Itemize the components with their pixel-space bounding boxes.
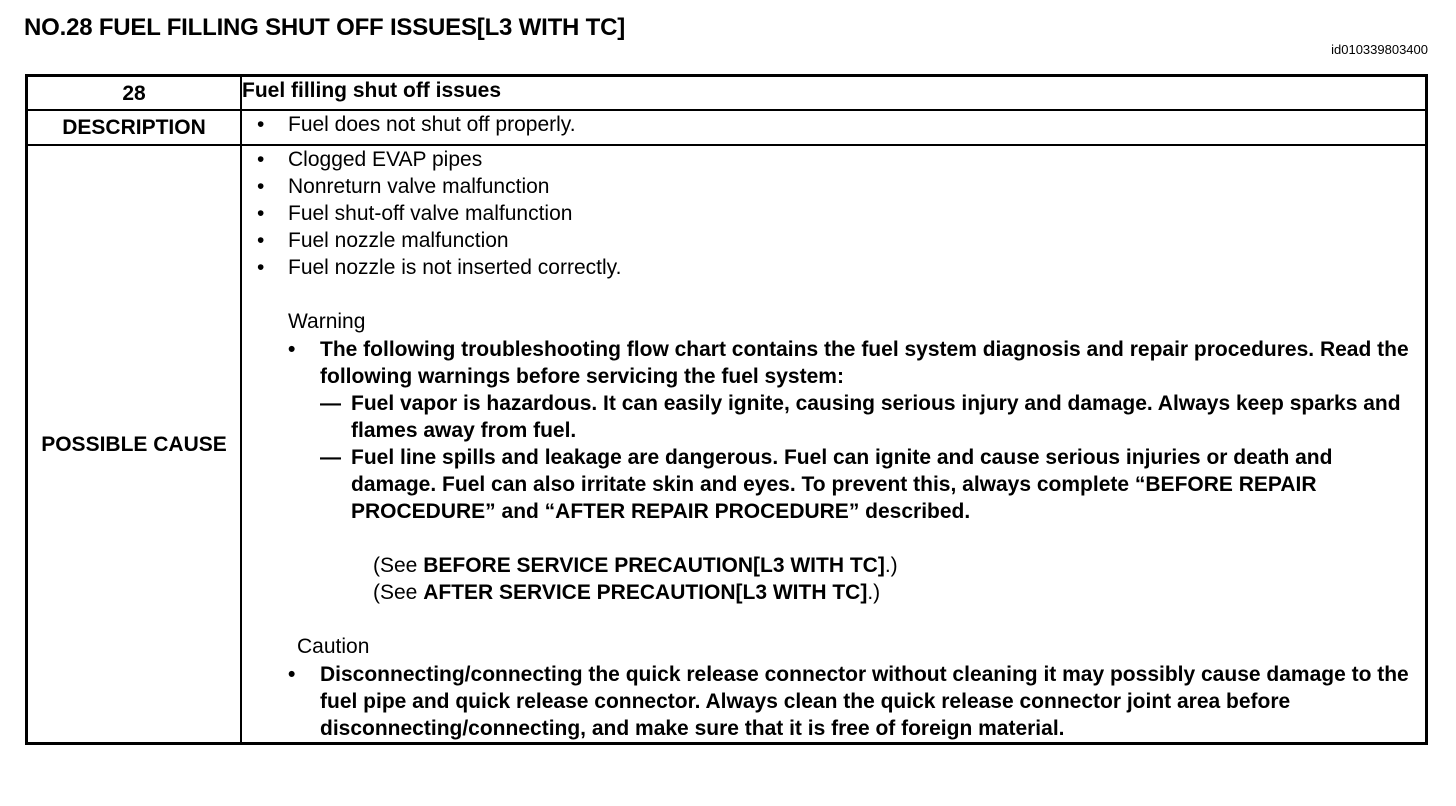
document-id: id010339803400 <box>1331 42 1428 57</box>
see-close: .) <box>867 581 881 604</box>
list-item: • Nonreturn valve malfunction <box>242 173 1425 200</box>
see-open: (See <box>373 554 424 577</box>
list-item: — Fuel line spills and leakage are dangerous. Fuel can ignite and cause serious injuries or death and damage. Fuel can also irritate skin and eyes. To prevent this, always complete “BEFORE REPAIR PROCEDURE” and “AFTER REPAIR PROCEDURE” described. <box>320 444 1415 525</box>
caution-list <box>242 661 1425 742</box>
list-item: • Fuel nozzle is not inserted correctly. <box>242 254 1425 281</box>
see-reference-before <box>373 552 1425 579</box>
list-item: • Fuel does not shut off properly. <box>242 111 1425 138</box>
issue-number: 28 <box>27 76 242 111</box>
description-label: DESCRIPTION <box>27 110 242 145</box>
warning-heading: Warning <box>288 310 366 333</box>
cause-list <box>242 146 1425 281</box>
warning-bullet <box>242 336 1425 525</box>
caution-heading: Caution <box>297 635 370 658</box>
see-reference-after <box>373 579 1425 606</box>
page-title: NO.28 FUEL FILLING SHUT OFF ISSUES[L3 WITH TC] <box>24 14 626 41</box>
after-service-precaution-link[interactable]: AFTER SERVICE PRECAUTION[L3 WITH TC] <box>423 581 868 604</box>
description-list <box>242 111 1425 138</box>
possible-cause-row <box>27 145 1427 744</box>
see-open: (See <box>373 581 424 604</box>
see-references <box>373 552 1425 606</box>
list-item: • Fuel shut-off valve malfunction <box>242 200 1425 227</box>
diagnostic-table <box>25 74 1428 745</box>
list-item: • Clogged EVAP pipes <box>242 146 1425 173</box>
table-header-row <box>27 76 1427 111</box>
possible-cause-content <box>241 145 1427 744</box>
possible-cause-label: POSSIBLE CAUSE <box>27 145 242 744</box>
warning-list <box>242 336 1425 525</box>
warning-dash-list <box>320 390 1415 525</box>
list-item: — Fuel vapor is hazardous. It can easily ignite, causing serious injury and damage. Always keep sparks and flames away from fuel. <box>320 390 1415 444</box>
before-service-precaution-link[interactable]: BEFORE SERVICE PRECAUTION[L3 WITH TC] <box>423 554 885 577</box>
list-item: • Fuel nozzle malfunction <box>242 227 1425 254</box>
warning-bullet-text: The following troubleshooting flow chart contains the fuel system diagnosis and repair procedures. Read the following warnings before servicing the fuel system: <box>320 338 1409 388</box>
description-content <box>241 110 1427 145</box>
see-close: .) <box>884 554 898 577</box>
issue-title: Fuel filling shut off issues <box>241 76 1427 111</box>
description-row <box>27 110 1427 145</box>
caution-bullet: • Disconnecting/connecting the quick release connector without cleaning it may possibly cause damage to the fuel pipe and quick release connector. Always clean the quick release connector joint area before disconnecting/connecting, and make sure that it is free of foreign material. <box>242 661 1425 742</box>
